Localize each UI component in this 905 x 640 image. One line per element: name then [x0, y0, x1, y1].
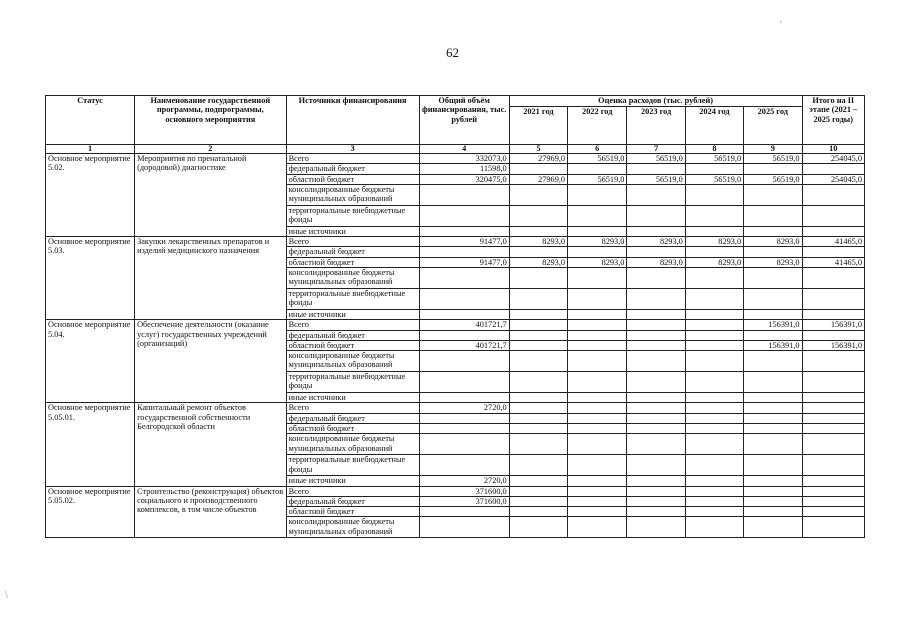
program-name-cell: Обеспечение деятельности (оказание услуг) государственных учреждений (организаций): [135, 320, 287, 403]
year-value-cell: [509, 247, 567, 257]
year-value-cell: [568, 434, 627, 455]
source-cell: федеральный бюджет: [286, 496, 419, 506]
year-value-cell: [627, 423, 685, 433]
total-volume-cell: [419, 517, 509, 538]
year-value-cell: [685, 434, 743, 455]
source-cell: территориальные внебюджетные фонды: [286, 455, 419, 476]
year-value-cell: 8293,0: [568, 257, 627, 267]
year-value-cell: [568, 507, 627, 517]
header-name: Наименование государственной программы, подпрограммы, основного мероприятия: [135, 96, 287, 145]
result-cell: 156391,0: [802, 320, 865, 330]
total-volume-cell: 2720,0: [419, 476, 509, 486]
result-cell: [802, 164, 865, 174]
year-value-cell: [568, 413, 627, 423]
year-value-cell: [627, 517, 685, 538]
source-cell: федеральный бюджет: [286, 247, 419, 257]
year-value-cell: [627, 434, 685, 455]
year-value-cell: [568, 164, 627, 174]
year-value-cell: 8293,0: [627, 257, 685, 267]
year-value-cell: [509, 403, 567, 413]
year-value-cell: [627, 486, 685, 496]
year-value-cell: [627, 372, 685, 393]
year-value-cell: [509, 507, 567, 517]
year-value-cell: [568, 423, 627, 433]
scan-speck: \: [5, 590, 8, 601]
result-cell: 41465,0: [802, 237, 865, 247]
year-value-cell: [568, 455, 627, 476]
year-value-cell: [627, 455, 685, 476]
total-volume-cell: [419, 205, 509, 226]
year-value-cell: [685, 423, 743, 433]
column-number: 1: [46, 145, 135, 154]
year-value-cell: [627, 288, 685, 309]
year-value-cell: [627, 476, 685, 486]
year-value-cell: [509, 423, 567, 433]
source-cell: консолидированные бюджеты муниципальных образований: [286, 351, 419, 372]
total-volume-cell: 401721,7: [419, 340, 509, 350]
year-value-cell: [568, 517, 627, 538]
source-cell: федеральный бюджет: [286, 413, 419, 423]
source-cell: территориальные внебюджетные фонды: [286, 205, 419, 226]
source-cell: федеральный бюджет: [286, 164, 419, 174]
header-total-volume: Общий объём финансирования, тыс. рублей: [419, 96, 509, 145]
year-value-cell: [685, 309, 743, 319]
year-value-cell: [509, 517, 567, 538]
header-year: 2021 год: [509, 107, 567, 145]
year-value-cell: [509, 205, 567, 226]
status-cell: Основное мероприятие 5.02.: [46, 154, 135, 237]
total-volume-cell: [419, 267, 509, 288]
result-cell: [802, 413, 865, 423]
total-volume-cell: 371600,0: [419, 496, 509, 506]
year-value-cell: [685, 340, 743, 350]
year-value-cell: [568, 330, 627, 340]
header-year: 2025 год: [744, 107, 802, 145]
source-cell: иные источники: [286, 476, 419, 486]
source-cell: территориальные внебюджетные фонды: [286, 288, 419, 309]
source-cell: территориальные внебюджетные фонды: [286, 372, 419, 393]
total-volume-cell: [419, 309, 509, 319]
year-value-cell: [685, 288, 743, 309]
year-value-cell: [744, 486, 802, 496]
total-volume-cell: [419, 226, 509, 236]
column-number: 7: [627, 145, 685, 154]
year-value-cell: [685, 164, 743, 174]
year-value-cell: [744, 423, 802, 433]
year-value-cell: [627, 226, 685, 236]
source-cell: консолидированные бюджеты муниципальных образований: [286, 434, 419, 455]
year-value-cell: [509, 393, 567, 403]
source-cell: консолидированные бюджеты муниципальных образований: [286, 184, 419, 205]
year-value-cell: [509, 164, 567, 174]
year-value-cell: [744, 226, 802, 236]
year-value-cell: [509, 434, 567, 455]
year-value-cell: [568, 476, 627, 486]
total-volume-cell: 2720,0: [419, 403, 509, 413]
result-cell: [802, 486, 865, 496]
year-value-cell: [627, 340, 685, 350]
year-value-cell: [509, 267, 567, 288]
result-cell: [802, 476, 865, 486]
year-value-cell: [568, 496, 627, 506]
total-volume-cell: 371600,0: [419, 486, 509, 496]
year-value-cell: [744, 455, 802, 476]
year-value-cell: [568, 320, 627, 330]
total-volume-cell: [419, 413, 509, 423]
year-value-cell: [509, 330, 567, 340]
table-row: [46, 403, 865, 413]
year-value-cell: 8293,0: [509, 257, 567, 267]
budget-table: [45, 95, 865, 538]
total-volume-cell: 91477,0: [419, 257, 509, 267]
result-cell: [802, 288, 865, 309]
table-row: [46, 486, 865, 496]
header-status: Статус: [46, 96, 135, 145]
result-cell: 156391,0: [802, 340, 865, 350]
header-year: 2024 год: [685, 107, 743, 145]
year-value-cell: 27969,0: [509, 174, 567, 184]
source-cell: областной бюджет: [286, 340, 419, 350]
year-value-cell: [627, 330, 685, 340]
source-cell: федеральный бюджет: [286, 330, 419, 340]
year-value-cell: [744, 351, 802, 372]
year-value-cell: [744, 184, 802, 205]
year-value-cell: 156391,0: [744, 320, 802, 330]
year-value-cell: 56519,0: [627, 174, 685, 184]
status-cell: Основное мероприятие 5.03.: [46, 237, 135, 320]
result-cell: [802, 267, 865, 288]
year-value-cell: [627, 496, 685, 506]
source-cell: областной бюджет: [286, 507, 419, 517]
year-value-cell: [627, 393, 685, 403]
year-value-cell: 8293,0: [568, 237, 627, 247]
year-value-cell: 56519,0: [685, 154, 743, 164]
result-cell: [802, 455, 865, 476]
year-value-cell: [627, 351, 685, 372]
year-value-cell: [627, 205, 685, 226]
source-cell: иные источники: [286, 226, 419, 236]
result-cell: [802, 393, 865, 403]
column-number: 3: [286, 145, 419, 154]
result-cell: [802, 434, 865, 455]
column-number: 6: [568, 145, 627, 154]
year-value-cell: [685, 476, 743, 486]
year-value-cell: [685, 372, 743, 393]
year-value-cell: [568, 351, 627, 372]
program-name-cell: Мероприятия по пренатальной (дородовой) диагностике: [135, 154, 287, 237]
result-cell: [802, 205, 865, 226]
year-value-cell: [744, 309, 802, 319]
year-value-cell: [509, 320, 567, 330]
source-cell: иные источники: [286, 393, 419, 403]
year-value-cell: 8293,0: [685, 237, 743, 247]
year-value-cell: [627, 309, 685, 319]
result-cell: [802, 226, 865, 236]
column-number: 9: [744, 145, 802, 154]
year-value-cell: [744, 267, 802, 288]
scan-speck: ': [780, 20, 782, 31]
year-value-cell: [568, 403, 627, 413]
total-volume-cell: [419, 351, 509, 372]
result-cell: [802, 330, 865, 340]
year-value-cell: [685, 393, 743, 403]
year-value-cell: [627, 164, 685, 174]
header-year: 2022 год: [568, 107, 627, 145]
source-cell: иные источники: [286, 309, 419, 319]
year-value-cell: [568, 486, 627, 496]
result-cell: [802, 423, 865, 433]
year-value-cell: [744, 372, 802, 393]
year-value-cell: [509, 184, 567, 205]
header-result: Итого на II этапе (2021 – 2025 годы): [802, 96, 865, 145]
total-volume-cell: [419, 507, 509, 517]
year-value-cell: 56519,0: [744, 154, 802, 164]
total-volume-cell: [419, 247, 509, 257]
year-value-cell: [627, 507, 685, 517]
year-value-cell: [568, 288, 627, 309]
year-value-cell: [509, 226, 567, 236]
column-number: 5: [509, 145, 567, 154]
year-value-cell: [509, 288, 567, 309]
year-value-cell: [685, 205, 743, 226]
year-value-cell: [568, 184, 627, 205]
source-cell: областной бюджет: [286, 257, 419, 267]
total-volume-cell: [419, 288, 509, 309]
program-name-cell: Строительство (реконструкция) объектов социального и производственного комплексов, в том числе объектов: [135, 486, 287, 538]
year-value-cell: [685, 486, 743, 496]
program-name-cell: Капитальный ремонт объектов государственной собственности Белгородской области: [135, 403, 287, 486]
year-value-cell: [744, 247, 802, 257]
column-number-row: [46, 145, 865, 154]
year-value-cell: [744, 476, 802, 486]
year-value-cell: [685, 247, 743, 257]
year-value-cell: [685, 507, 743, 517]
year-value-cell: 8293,0: [744, 257, 802, 267]
year-value-cell: [509, 496, 567, 506]
total-volume-cell: [419, 434, 509, 455]
year-value-cell: [568, 247, 627, 257]
year-value-cell: [685, 517, 743, 538]
year-value-cell: [627, 320, 685, 330]
year-value-cell: 56519,0: [685, 174, 743, 184]
table-row: [46, 237, 865, 247]
year-value-cell: 56519,0: [568, 154, 627, 164]
year-value-cell: [568, 309, 627, 319]
year-value-cell: [744, 496, 802, 506]
page-number: 62: [446, 45, 459, 60]
header-row: [46, 96, 865, 107]
year-value-cell: [744, 517, 802, 538]
year-value-cell: [509, 309, 567, 319]
year-value-cell: [568, 267, 627, 288]
year-value-cell: 8293,0: [685, 257, 743, 267]
year-value-cell: [509, 340, 567, 350]
source-cell: областной бюджет: [286, 174, 419, 184]
result-cell: 41465,0: [802, 257, 865, 267]
result-cell: [802, 351, 865, 372]
year-value-cell: 56519,0: [744, 174, 802, 184]
year-value-cell: [685, 496, 743, 506]
year-value-cell: 8293,0: [509, 237, 567, 247]
year-value-cell: [744, 393, 802, 403]
source-cell: Всего: [286, 486, 419, 496]
year-value-cell: [627, 267, 685, 288]
year-value-cell: [744, 403, 802, 413]
total-volume-cell: 11598,0: [419, 164, 509, 174]
year-value-cell: [685, 455, 743, 476]
result-cell: [802, 496, 865, 506]
year-value-cell: 156391,0: [744, 340, 802, 350]
column-number: 4: [419, 145, 509, 154]
table-row: [46, 320, 865, 330]
year-value-cell: [509, 372, 567, 393]
result-cell: [802, 372, 865, 393]
year-value-cell: [744, 288, 802, 309]
source-cell: консолидированные бюджеты муниципальных образований: [286, 267, 419, 288]
year-value-cell: [568, 393, 627, 403]
column-number: 2: [135, 145, 287, 154]
year-value-cell: [744, 330, 802, 340]
result-cell: [802, 507, 865, 517]
total-volume-cell: 401721,7: [419, 320, 509, 330]
total-volume-cell: [419, 455, 509, 476]
source-cell: Всего: [286, 320, 419, 330]
year-value-cell: [685, 184, 743, 205]
total-volume-cell: [419, 423, 509, 433]
result-cell: [802, 309, 865, 319]
table-row: [46, 154, 865, 164]
year-value-cell: [568, 340, 627, 350]
year-value-cell: [685, 413, 743, 423]
total-volume-cell: [419, 393, 509, 403]
status-cell: Основное мероприятие 5.04.: [46, 320, 135, 403]
year-value-cell: [627, 403, 685, 413]
header-sources: Источники финансирования: [286, 96, 419, 145]
year-value-cell: [685, 226, 743, 236]
year-value-cell: 56519,0: [627, 154, 685, 164]
year-value-cell: [744, 164, 802, 174]
source-cell: Всего: [286, 237, 419, 247]
result-cell: 254045,0: [802, 174, 865, 184]
year-value-cell: [685, 403, 743, 413]
year-value-cell: [509, 476, 567, 486]
result-cell: [802, 184, 865, 205]
total-volume-cell: [419, 330, 509, 340]
result-cell: [802, 247, 865, 257]
year-value-cell: 8293,0: [627, 237, 685, 247]
total-volume-cell: 91477,0: [419, 237, 509, 247]
column-number: 8: [685, 145, 743, 154]
year-value-cell: 8293,0: [744, 237, 802, 247]
header-estimate: Оценка расходов (тыс. рублей): [509, 96, 802, 107]
year-value-cell: [744, 507, 802, 517]
year-value-cell: [509, 413, 567, 423]
year-value-cell: [685, 267, 743, 288]
source-cell: консолидированные бюджеты муниципальных образований: [286, 517, 419, 538]
year-value-cell: [627, 413, 685, 423]
year-value-cell: 27969,0: [509, 154, 567, 164]
total-volume-cell: 332073,0: [419, 154, 509, 164]
status-cell: Основное мероприятие 5.05.02.: [46, 486, 135, 538]
year-value-cell: [685, 351, 743, 372]
program-name-cell: Закупки лекарственных препаратов и изделий медицинского назначения: [135, 237, 287, 320]
header-year: 2023 год: [627, 107, 685, 145]
source-cell: областной бюджет: [286, 423, 419, 433]
total-volume-cell: [419, 184, 509, 205]
year-value-cell: [685, 320, 743, 330]
total-volume-cell: [419, 372, 509, 393]
year-value-cell: [627, 184, 685, 205]
source-cell: Всего: [286, 154, 419, 164]
year-value-cell: [744, 205, 802, 226]
source-cell: Всего: [286, 403, 419, 413]
result-cell: 254045,0: [802, 154, 865, 164]
total-volume-cell: 320475,0: [419, 174, 509, 184]
result-cell: [802, 517, 865, 538]
year-value-cell: [627, 247, 685, 257]
year-value-cell: 56519,0: [568, 174, 627, 184]
status-cell: Основное мероприятие 5.05.01.: [46, 403, 135, 486]
column-number: 10: [802, 145, 865, 154]
result-cell: [802, 403, 865, 413]
year-value-cell: [685, 330, 743, 340]
year-value-cell: [744, 434, 802, 455]
year-value-cell: [509, 486, 567, 496]
year-value-cell: [568, 205, 627, 226]
year-value-cell: [744, 413, 802, 423]
year-value-cell: [568, 226, 627, 236]
year-value-cell: [568, 372, 627, 393]
year-value-cell: [509, 455, 567, 476]
year-value-cell: [509, 351, 567, 372]
